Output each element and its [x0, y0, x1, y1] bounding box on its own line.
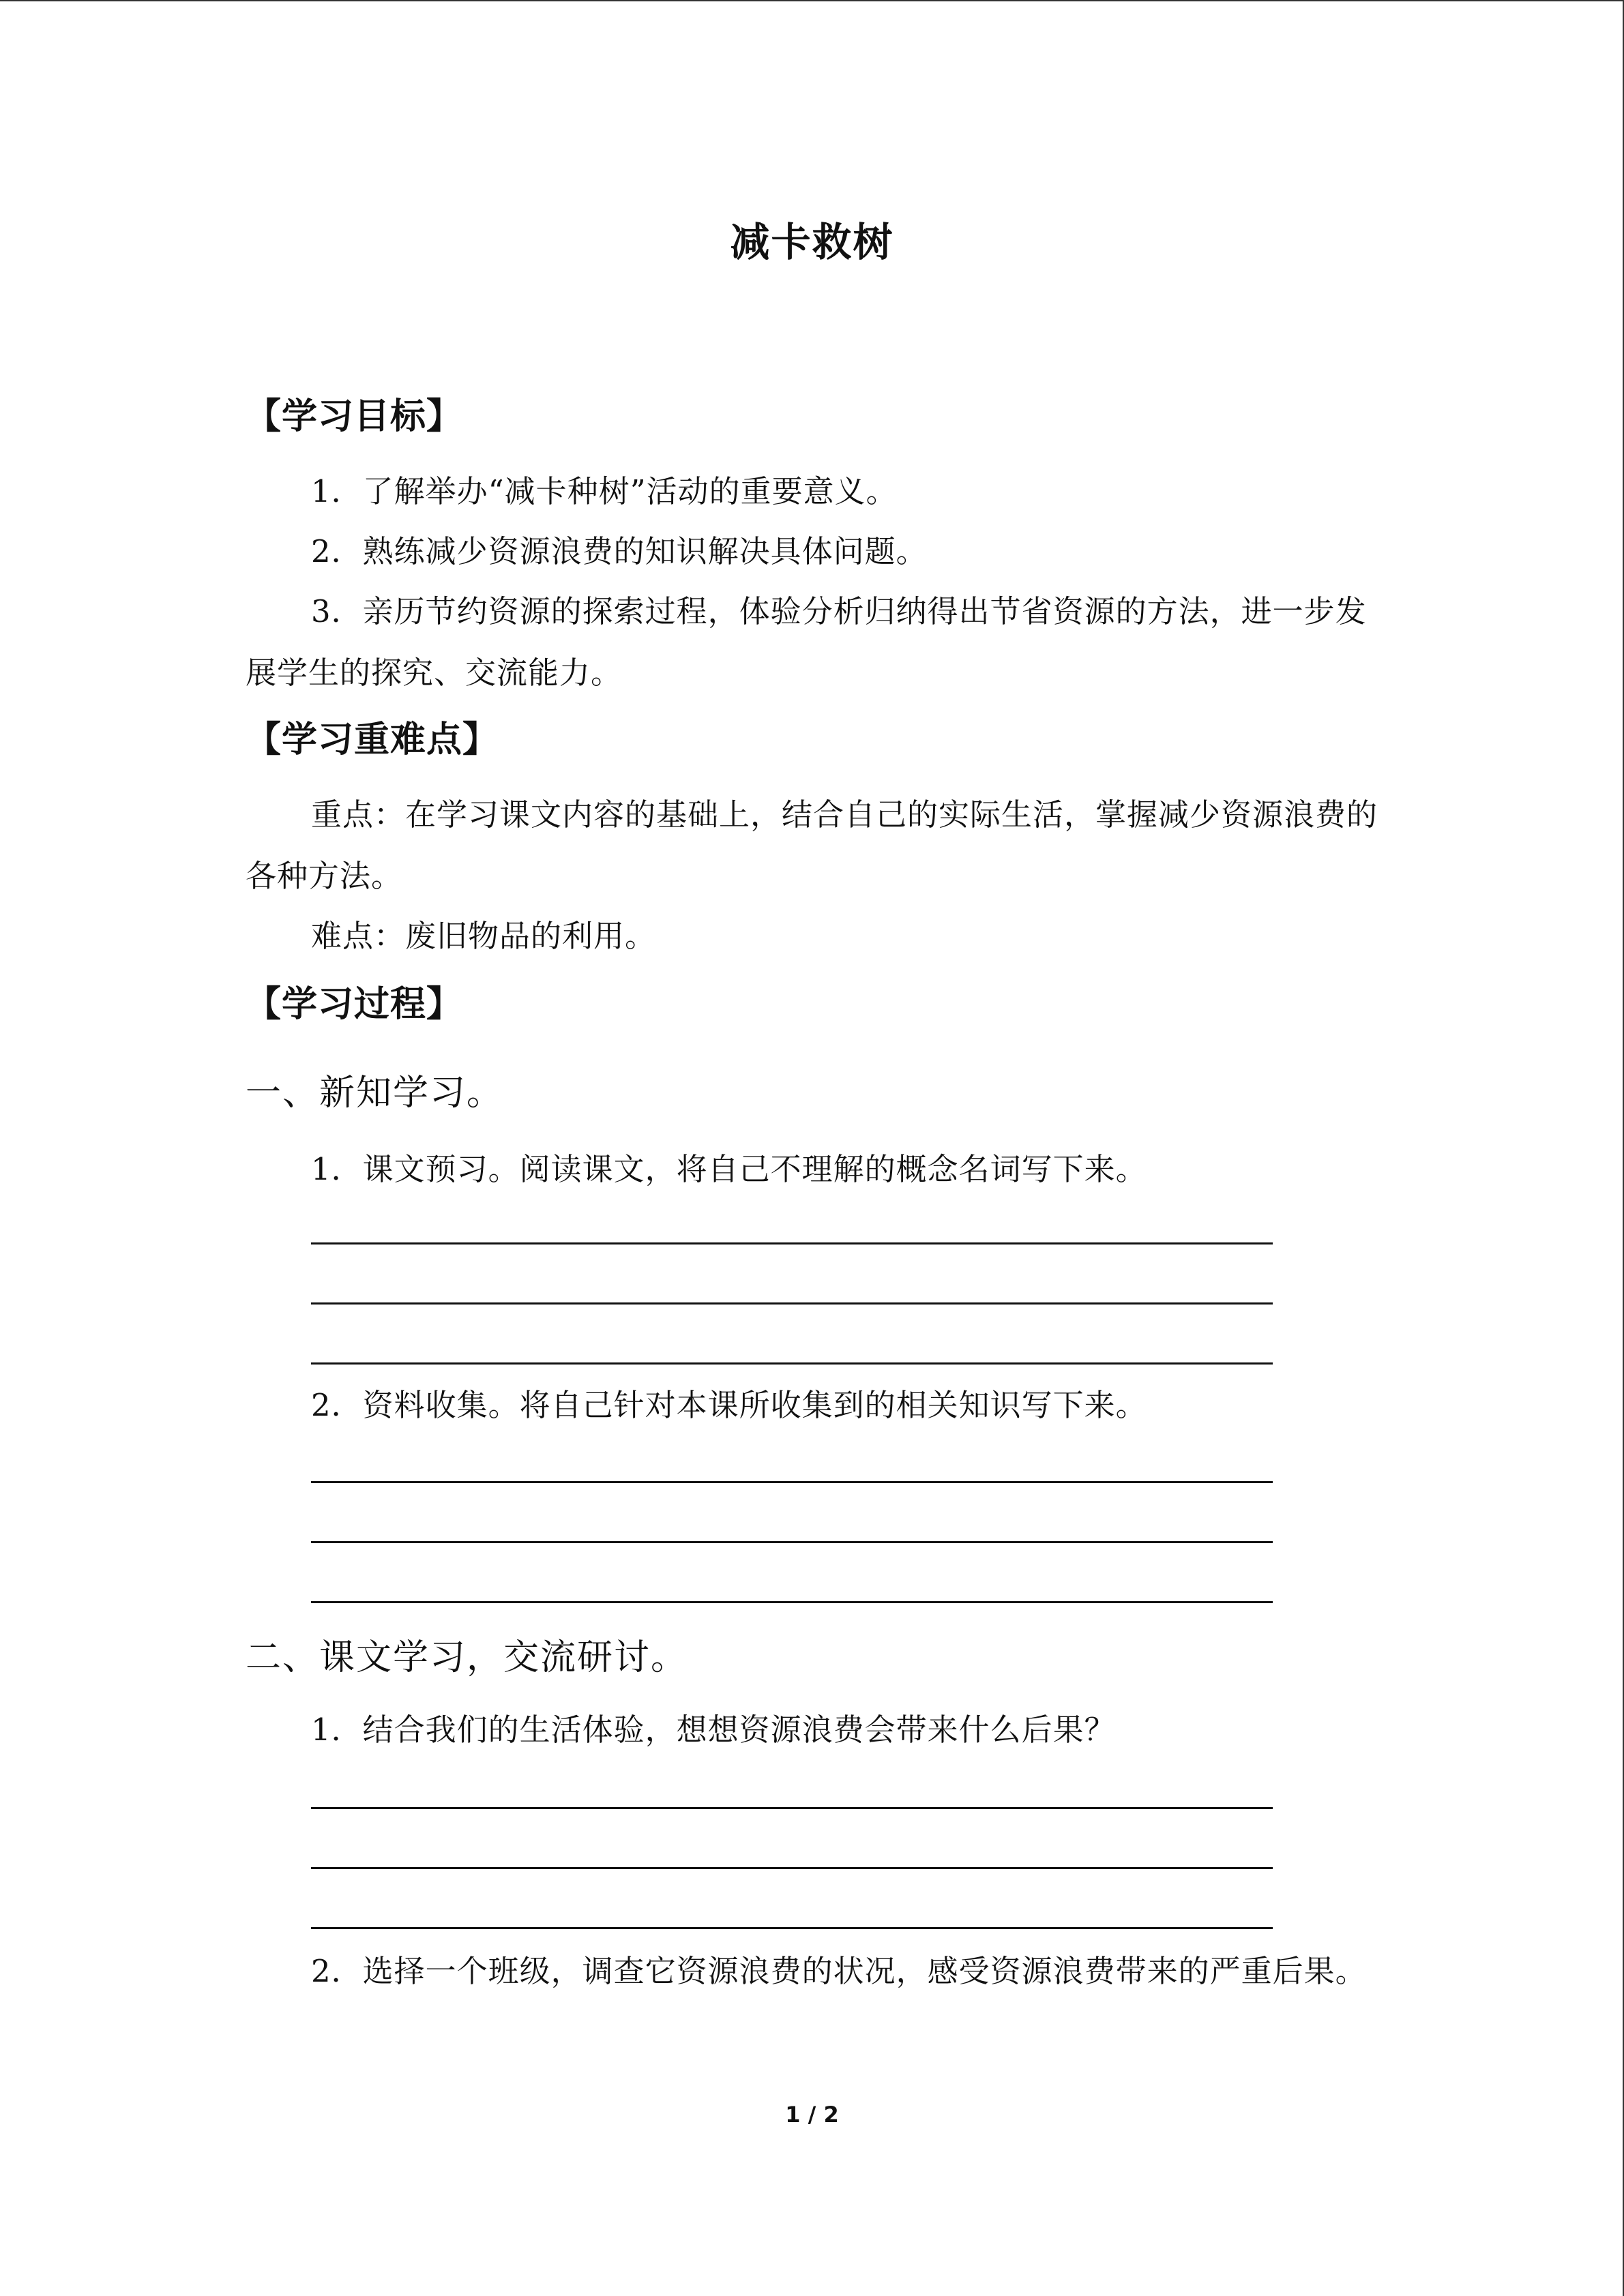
part1-title: 一、新知学习。: [246, 1073, 504, 1114]
process-heading: 【学习过程】: [246, 983, 463, 1025]
answer-line[interactable]: [311, 1927, 1273, 1929]
difficult-point-item: 难点：废旧物品的利用。: [311, 918, 657, 954]
document-title: 减卡救树: [730, 219, 894, 265]
answer-line[interactable]: [311, 1867, 1273, 1869]
answer-line[interactable]: [311, 1541, 1273, 1543]
answer-line[interactable]: [311, 1242, 1273, 1244]
objective-item-2: 2．熟练减少资源浪费的知识解决具体问题。: [311, 533, 928, 569]
part2-question-2: 2．选择一个班级，调查它资源浪费的状况，感受资源浪费带来的严重后果。: [311, 1953, 1367, 1989]
answer-line[interactable]: [311, 1362, 1273, 1365]
key-points-heading: 【学习重难点】: [246, 719, 499, 760]
objective-item-3: 3．亲历节约资源的探索过程，体验分析归纳得出节省资源的方法，进一步发展学生的探究、交流能力。: [246, 593, 1367, 691]
part2-question-1: 1．结合我们的生活体验，想想资源浪费会带来什么后果？: [311, 1712, 1116, 1748]
part2-title: 二、课文学习，交流研讨。: [246, 1637, 688, 1678]
part1-question-1: 1．课文预习。阅读课文，将自己不理解的概念名词写下来。: [311, 1151, 1147, 1187]
objectives-heading: 【学习目标】: [246, 396, 463, 437]
page-number: 1 / 2: [785, 2102, 839, 2128]
answer-line[interactable]: [311, 1302, 1273, 1304]
objective-item-1: 1．了解举办“减卡种树”活动的重要意义。: [311, 473, 898, 509]
answer-line[interactable]: [311, 1601, 1273, 1603]
answer-line[interactable]: [311, 1481, 1273, 1483]
key-point-item: 重点：在学习课文内容的基础上，结合自己的实际生活，掌握减少资源浪费的各种方法。: [246, 796, 1378, 894]
part1-question-2: 2．资料收集。将自己针对本课所收集到的相关知识写下来。: [311, 1387, 1147, 1423]
answer-line[interactable]: [311, 1807, 1273, 1809]
